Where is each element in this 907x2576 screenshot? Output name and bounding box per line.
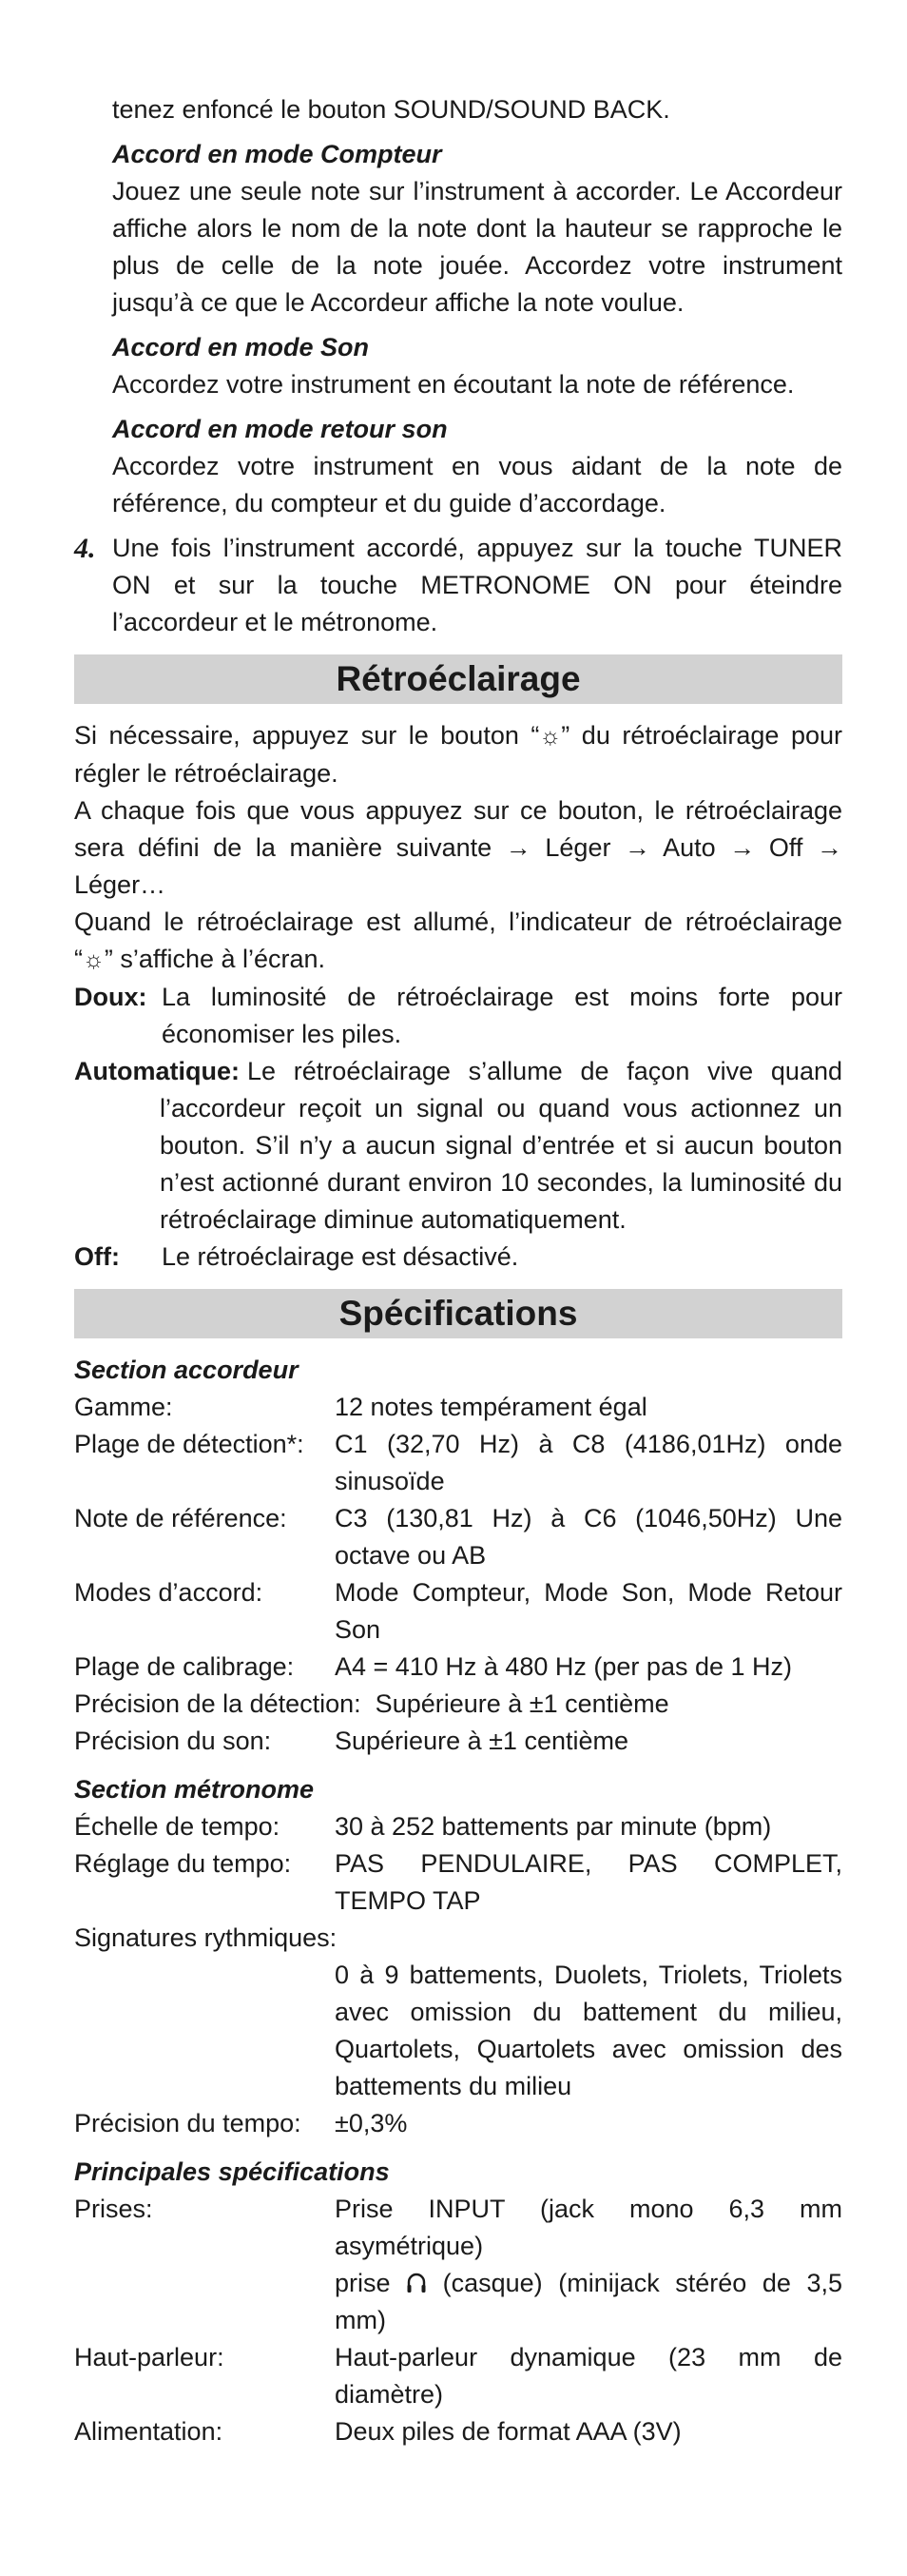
spec-label: Échelle de tempo: (74, 1812, 280, 1841)
term-label: Doux: (74, 983, 147, 1011)
backlight-p1-end: ” du rétroéclairage pour régler le rétroéclairage. (74, 721, 843, 788)
term-text: Le rétroéclairage est désactivé. (162, 1242, 519, 1271)
mode-title-compteur: Accord en mode Compteur (112, 140, 442, 168)
spec-value: ±0,3% (335, 2109, 408, 2137)
spec-label: Prises: (74, 2195, 153, 2223)
spec-value: Supérieure à ±1 centième (335, 1727, 628, 1755)
spec-label: Précision du son: (74, 1727, 272, 1755)
spec-value: 12 notes tempérament égal (335, 1393, 647, 1421)
spec-label: Précision du tempo: (74, 2109, 301, 2137)
term-label: Off: (74, 1242, 120, 1271)
spec-row (74, 1649, 842, 1686)
spec-row (74, 1845, 842, 1920)
spec-row (74, 2413, 842, 2450)
spec-row (74, 2105, 842, 2142)
spec-row (74, 1426, 842, 1500)
term-text: Le rétroéclairage s’allume de façon vive quand l’accordeur reçoit un signal ou quand vous actionnez un bouton. S’il n’y a aucun signal d’entrée et si aucun bouton n’est actionné durant environ 10 secondes, la luminosité du rétroéclairage diminue automatiquement. (160, 1057, 842, 1234)
spec-value: Deux piles de format AAA (3V) (335, 2417, 682, 2446)
spec-label: Modes d’accord: (74, 1578, 263, 1607)
spec-value: A4 = 410 Hz à 480 Hz (per pas de 1 Hz) (335, 1652, 793, 1681)
section-heading-specs: Spécifications (74, 1289, 842, 1338)
step-4 (74, 530, 842, 641)
term-text: La luminosité de rétroéclairage est moins forte pour économiser les piles. (162, 983, 842, 1048)
spec-signatures-label: Signatures rythmiques: (74, 1923, 338, 1952)
spec-row (74, 1500, 842, 1574)
spec-row (74, 1808, 842, 1845)
spec-label: Plage de calibrage: (74, 1652, 295, 1681)
phones-jack-text-start: prise (335, 2269, 391, 2297)
backlight-paragraph-2: A chaque fois que vous appuyez sur ce bouton, le rétroéclairage sera défini de la manière suivante → Léger → Auto → Off → Léger… (74, 796, 842, 899)
input-jack-text: Prise INPUT (jack mono 6,3 mm asymétrique) (335, 2195, 842, 2260)
term-off (74, 1239, 842, 1276)
headphones-icon (406, 2272, 427, 2294)
spec-value: C3 (130,81 Hz) à C6 (1046,50Hz) Une octave ou AB (335, 1504, 842, 1570)
spec-label: Alimentation: (74, 2417, 223, 2446)
mode-text-compteur: Jouez une seule note sur l’instrument à accorder. Le Accordeur affiche alors le nom de la note dont la hauteur se rapproche le plus de celle de la note jouée. Accordez votre instrument jusqu’à ce que le Accordeur affiche la note voulue. (112, 177, 842, 317)
spec-row (74, 2339, 842, 2413)
tuner-section-title: Section accordeur (74, 1356, 299, 1384)
backlight-sun-icon: ☼ (539, 723, 562, 750)
spec-value: 30 à 252 battements par minute (bpm) (335, 1812, 772, 1841)
spec-row (74, 1389, 842, 1426)
spec-label: Note de référence: (74, 1504, 287, 1532)
backlight-p1-start: Si nécessaire, appuyez sur le bouton “ (74, 721, 540, 750)
metronome-section-title: Section métronome (74, 1775, 315, 1804)
spec-signatures-value: 0 à 9 battements, Duolets, Triolets, Triolets avec omission du battement du milieu, Quartolets, Quartolets avec omission des battements du milieu (335, 1961, 842, 2100)
spec-label: Plage de détection*: (74, 1430, 304, 1458)
section-heading-backlight: Rétroéclairage (74, 654, 842, 704)
spec-value: PAS PENDULAIRE, PAS COMPLET, TEMPO TAP (335, 1849, 842, 1915)
spec-value: C1 (32,70 Hz) à C8 (4186,01Hz) onde sinusoïde (335, 1430, 842, 1495)
spec-row-jacks (74, 2191, 842, 2339)
term-automatique (74, 1053, 842, 1239)
spec-row (74, 1723, 842, 1760)
backlight-indicator-icon: ☼ (83, 946, 105, 973)
spec-value: Mode Compteur, Mode Son, Mode Retour Son (335, 1578, 842, 1644)
step-number: 4. (74, 533, 96, 564)
backlight-p3-end: ” s’affiche à l’écran. (104, 945, 326, 973)
main-specs-title: Principales spécifications (74, 2157, 390, 2186)
step-text: Une fois l’instrument accordé, appuyez sur la touche TUNER ON et sur la touche METRONOME ON pour éteindre l’accordeur et le métronome. (112, 534, 842, 636)
backlight-paragraph-3 (74, 904, 842, 979)
spec-detection-precision: Précision de la détection: Supérieure à ±1 centième (74, 1689, 669, 1718)
intro-continuation: tenez enfoncé le bouton SOUND/SOUND BACK. (112, 95, 670, 124)
phones-jack-text-end: (casque) (minijack stéréo de 3,5 mm) (335, 2269, 842, 2334)
spec-row (74, 1574, 842, 1649)
spec-label: Haut-parleur: (74, 2343, 224, 2371)
spec-label: Gamme: (74, 1393, 173, 1421)
term-label: Automatique: (74, 1057, 240, 1085)
content-column (74, 91, 842, 2450)
spec-label: Réglage du tempo: (74, 1849, 292, 1878)
backlight-p3-start: Quand le rétroéclairage est allumé, l’indicateur de rétroéclairage “ (74, 907, 842, 973)
mode-title-retour-son: Accord en mode retour son (112, 415, 448, 443)
term-doux (74, 979, 842, 1053)
spec-value: Haut-parleur dynamique (23 mm de diamètre) (335, 2343, 842, 2409)
mode-text-retour-son: Accordez votre instrument en vous aidant de la note de référence, du compteur et du guide d’accordage. (112, 452, 842, 517)
mode-text-son: Accordez votre instrument en écoutant la note de référence. (112, 370, 795, 399)
mode-title-son: Accord en mode Son (112, 333, 370, 361)
spec-value (335, 2191, 842, 2339)
backlight-paragraph-1 (74, 717, 842, 792)
